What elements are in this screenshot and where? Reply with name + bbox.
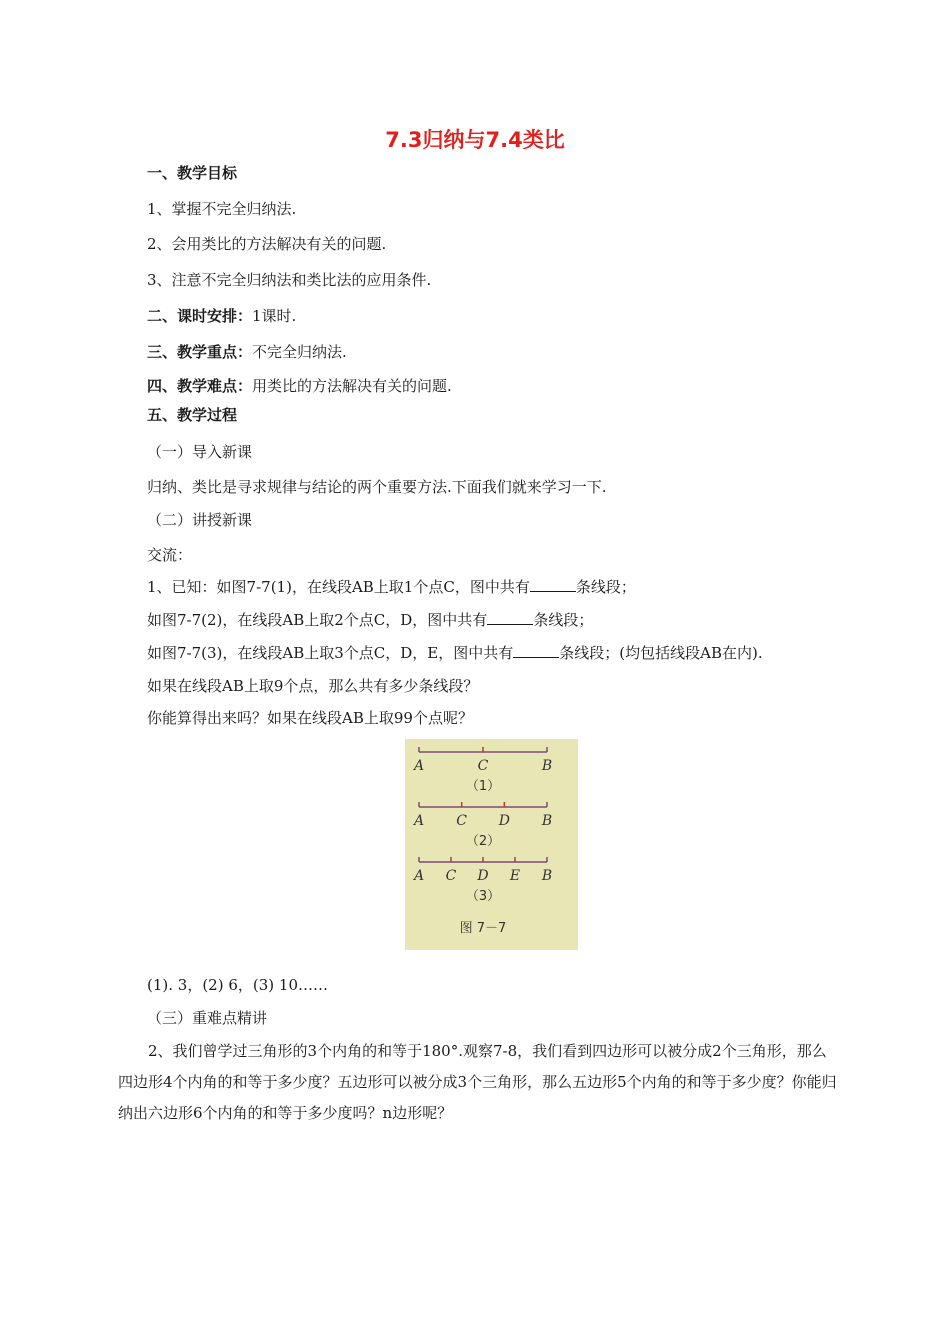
focus-heading: （三）重难点精讲 <box>147 1009 268 1027</box>
objective-item: 2、会用类比的方法解决有关的问题. <box>147 235 387 253</box>
point-label: B <box>541 758 553 774</box>
figure-caption: 图 7－7 <box>459 921 507 936</box>
question-text: 如图7-7(2)，在线段AB上取2个点C，D，图中共有 <box>147 611 488 629</box>
question-text: 条线段； <box>575 578 636 596</box>
point-label: A <box>413 758 425 774</box>
question-text: 如图7-7(3)，在线段AB上取3个点C，D，E，图中共有 <box>147 644 514 662</box>
question-text: 条线段； <box>533 611 594 629</box>
key-point-label: 三、教学重点： <box>147 343 253 361</box>
schedule-row <box>147 306 296 326</box>
difficulty-label: 四、教学难点： <box>147 377 253 395</box>
key-point-row <box>147 342 347 362</box>
point-label: C <box>456 813 468 829</box>
process-heading: 五、教学过程 <box>147 406 238 424</box>
question-1a <box>147 577 636 597</box>
objective-item: 1、掌握不完全归纳法. <box>147 200 297 218</box>
teach-heading: （二）讲授新课 <box>147 511 253 529</box>
question-text: 条线段；(均包括线段AB在内). <box>559 644 763 662</box>
row-label: （3） <box>465 889 501 904</box>
figure-7-7 <box>405 739 578 950</box>
answer-blank[interactable] <box>513 643 559 658</box>
point-label: D <box>477 868 489 884</box>
point-label: A <box>413 813 425 829</box>
question-2: 2、我们曾学过三角形的3个内角的和等于180°.观察7-8，我们看到四边形可以被分成2个三角形，那么四边形4个内角的和等于多少度？五边形可以被分成3个三角形，那么五边形5个内角的和等于多少度？你能归纳出六边形6个内角的和等于多少度吗？n边形呢？ <box>118 1042 837 1122</box>
row-label: （1） <box>465 779 501 794</box>
exchange-label: 交流： <box>147 546 193 564</box>
line-segments-figure <box>405 739 578 950</box>
answer-line: (1). 3，(2) 6，(3) 10…… <box>147 976 328 994</box>
question-1e: 你能算得出来吗？如果在线段AB上取99个点呢？ <box>147 709 473 727</box>
schedule-label: 二、课时安排： <box>147 307 253 325</box>
point-label: C <box>445 868 457 884</box>
objectives-heading: 一、教学目标 <box>147 164 238 182</box>
point-label: B <box>541 868 553 884</box>
point-label: D <box>498 813 510 829</box>
question-1d: 如果在线段AB上取9个点，那么共有多少条线段？ <box>147 677 479 695</box>
answer-blank[interactable] <box>530 577 576 592</box>
key-point-value: 不完全归纳法. <box>252 343 347 361</box>
answer-blank[interactable] <box>487 610 533 625</box>
question-1c <box>147 643 763 663</box>
document-title: 7.3归纳与7.4类比 <box>385 128 565 152</box>
schedule-value: 1课时. <box>252 307 297 325</box>
difficulty-value: 用类比的方法解决有关的问题. <box>252 377 452 395</box>
intro-heading: （一）导入新课 <box>147 443 253 461</box>
point-label: C <box>477 758 489 774</box>
point-label: B <box>541 813 553 829</box>
objective-item: 3、注意不完全归纳法和类比法的应用条件. <box>147 271 432 289</box>
intro-text: 归纳、类比是寻求规律与结论的两个重要方法.下面我们就来学习一下. <box>147 478 607 496</box>
point-label: A <box>413 868 425 884</box>
question-text: 1、已知：如图7-7(1)，在线段AB上取1个点C，图中共有 <box>147 578 530 596</box>
point-label: E <box>509 868 521 884</box>
difficulty-row <box>147 376 452 396</box>
question-1b <box>147 610 593 630</box>
row-label: （2） <box>465 834 501 849</box>
